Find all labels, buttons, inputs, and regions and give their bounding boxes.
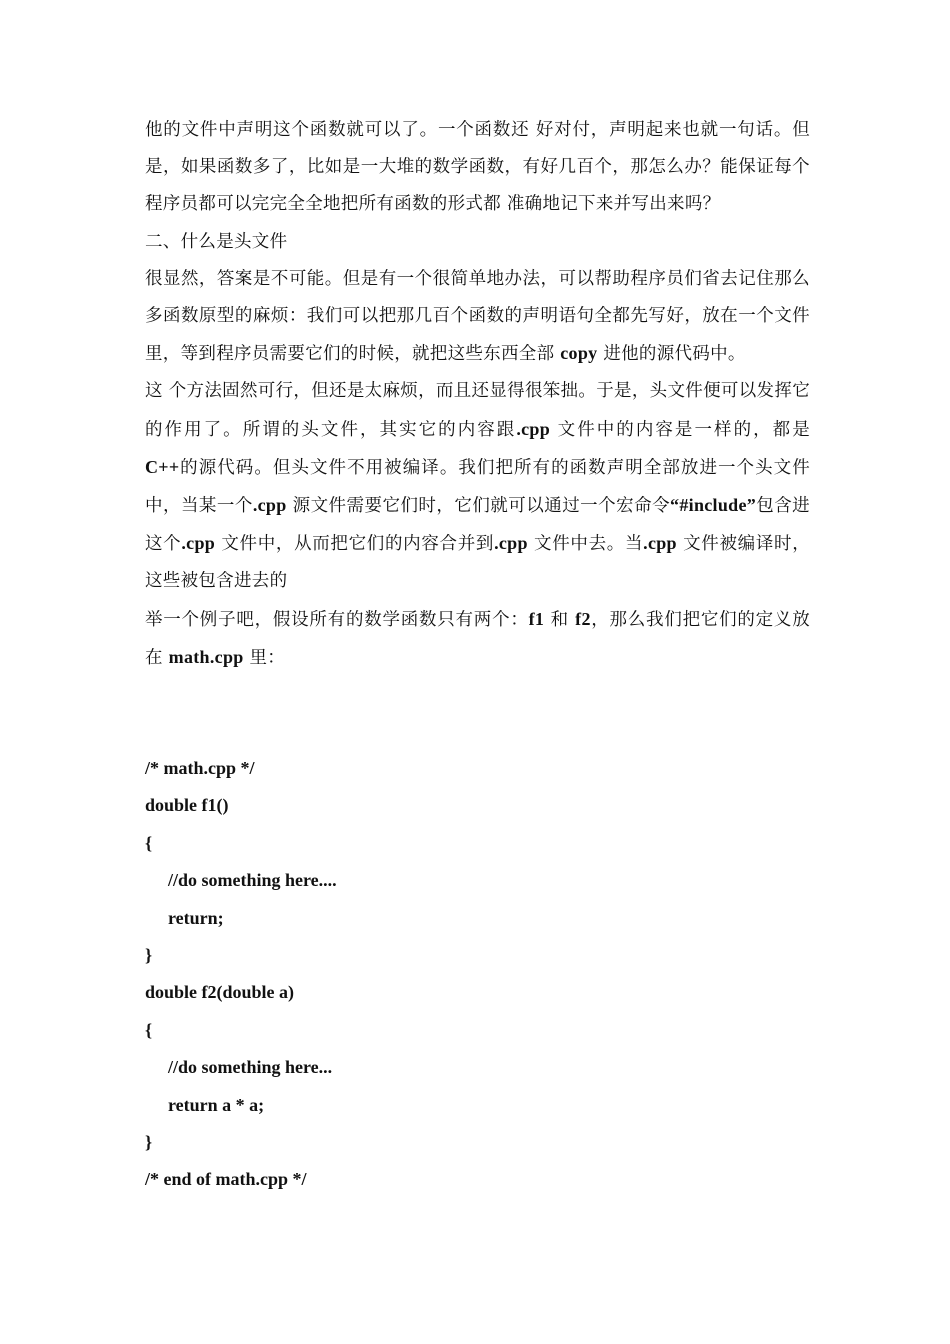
text-run: 举一个例子吧，假设所有的数学函数只有两个： [145,609,529,630]
text-run: 进他的源代码中。 [597,344,746,365]
text-run: 文件被编译时，这些被包含进去的 [145,534,810,592]
paragraph-example [145,601,810,677]
paragraph-function-declaration [145,112,810,224]
paragraph-header-file [145,373,810,600]
code-line: double f2(double a) [145,982,295,1003]
document-body [145,112,810,677]
code-line: return a * a; [168,1094,265,1115]
text-run: 的源代码。但头文件不用被编译。我们把所有的函数声明全部放进一个头文件中，当某一个 [145,457,810,517]
text-run: 很显然，答案是不可能。但是有一个很简单地办法，可以帮助程序员们省去记住那么多函数原型的麻烦：我们可以把那几百个函数的声明语句全都先写好，放在一个文件里，等到程序员需要它们的时候，就把这些东西全部 [145,268,810,365]
bold-term: .cpp [181,533,216,554]
text-run: 里： [243,647,286,668]
code-line: } [145,1131,153,1152]
code-line: { [145,832,153,853]
text-run: 和 [544,609,576,630]
text-run: 这 个方法固然可行，但还是太麻烦，而且还显得很笨拙。于是，头文件便可以发挥它的作用了。所谓的头文件，其实它的内容跟 [145,381,810,440]
bold-term: f1 [528,608,545,629]
paragraph-answer [145,261,810,374]
bold-term: copy [560,343,598,364]
text-run: 包含进这个 [145,496,810,555]
code-line: } [145,944,153,965]
code-line: /* math.cpp */ [145,758,255,778]
code-line: { [145,1019,153,1040]
text-run: 他的文件中声明这个函数就可以了。一个函数还 好对付，声明起来也就一句话。但是，如果函数多了，比如是一大堆的数学函数，有好几百个，那怎么办？能保证每个程序员都可以完完全全地把所有函数的形式都 准确地记下来并写出来吗？ [145,120,810,215]
code-block [145,750,745,1199]
bold-term: C++ [145,456,180,477]
bold-term: math.cpp [168,646,244,667]
bold-term: .cpp [252,495,287,516]
text-run: 文件中的内容是一样的，都是 [550,419,810,440]
text-run: 文件中去。当 [527,534,644,555]
bold-term: “#include” [670,495,757,516]
bold-term: f2 [575,608,591,629]
bold-term: .cpp [643,533,677,554]
bold-term: .cpp [516,418,551,439]
heading-text: 二、什么是头文件 [145,231,288,252]
text-run: 文件中，从而把它们的内容合并到 [215,534,495,555]
bold-term: .cpp [494,533,528,554]
code-line: /* end of math.cpp */ [145,1169,307,1190]
code-line: //do something here.... [168,870,337,891]
code-line: double f1() [145,795,229,816]
code-line: return; [168,907,224,928]
text-run: 源文件需要它们时，它们就可以通过一个宏命令 [286,496,671,517]
section-heading [145,224,810,261]
code-line: //do something here... [168,1057,333,1078]
text-run: ，那么我们把它们的定义放在 [145,609,810,668]
